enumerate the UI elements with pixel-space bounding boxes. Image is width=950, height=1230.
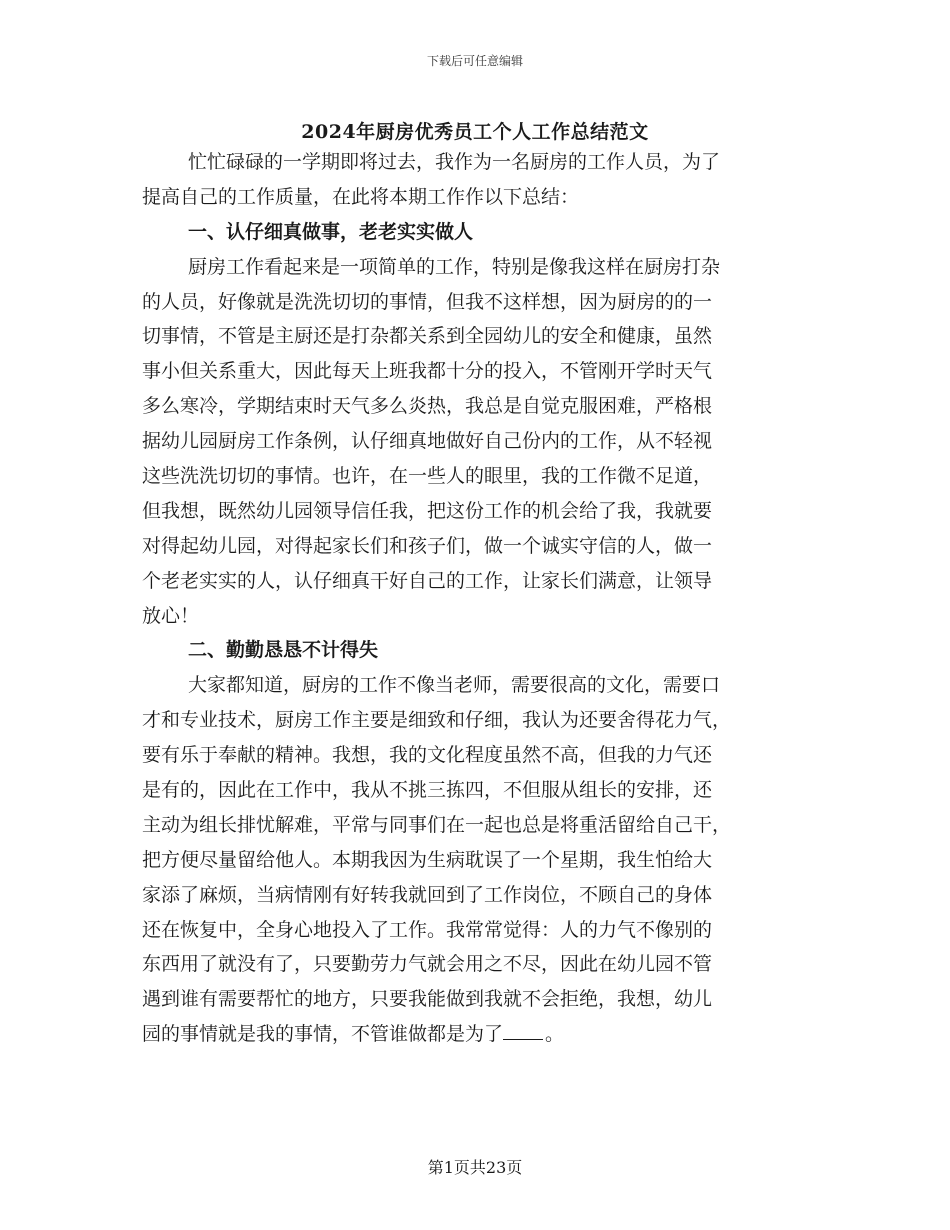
paragraph-line: 多么寒冷，学期结束时天气多么炎热，我总是自觉克服困难，严格根 bbox=[142, 395, 713, 418]
paragraph-line: 切事情，不管是主厨还是打杂都关系到全园幼儿的安全和健康，虽然 bbox=[142, 325, 713, 348]
page-number: 第1页共23页 bbox=[427, 1158, 523, 1177]
paragraph-line: 是有的，因此在工作中，我从不挑三拣四，不但服从组长的安排，还 bbox=[142, 779, 713, 802]
paragraph-line: 遇到谁有需要帮忙的地方，只要我能做到我就不会拒绝，我想，幼儿 bbox=[142, 988, 713, 1011]
paragraph-line: 个老老实实的人，认仔细真干好自己的工作，让家长们满意，让领导 bbox=[142, 569, 713, 592]
section-heading-2: 二、勤勤恳恳不计得失 bbox=[188, 639, 379, 662]
paragraph-line: 但我想，既然幼儿园领导信任我，把这份工作的机会给了我，我就要 bbox=[142, 499, 713, 522]
paragraph-line: 大家都知道，厨房的工作不像当老师，需要很高的文化，需要口 bbox=[188, 674, 721, 697]
intro-line: 提高自己的工作质量，在此将本期工作作以下总结： bbox=[142, 185, 580, 208]
paragraph-line: 的人员，好像就是洗洗切切的事情，但我不这样想，因为厨房的的一 bbox=[142, 290, 713, 313]
section-heading-1: 一、认仔细真做事，老老实实做人 bbox=[188, 220, 474, 243]
paragraph-line: 主动为组长排忧解难，平常与同事们在一起也总是将重活留给自己干， bbox=[142, 813, 732, 836]
paragraph-line: 才和专业技术，厨房工作主要是细致和仔细，我认为还要舍得花力气， bbox=[142, 709, 732, 732]
paragraph-line: 把方便尽量留给他人。本期我因为生病耽误了一个星期，我生怕给大 bbox=[142, 848, 713, 871]
paragraph-line: 事小但关系重大，因此每天上班我都十分的投入，不管刚开学时天气 bbox=[142, 360, 713, 383]
paragraph-last-line bbox=[142, 1017, 804, 1052]
fill-in-blank bbox=[503, 1020, 543, 1040]
paragraph-line: 东西用了就没有了，只要勤劳力气就会用之不尽，因此在幼儿园不管 bbox=[142, 953, 713, 976]
intro-line: 忙忙碌碌的一学期即将过去，我作为一名厨房的工作人员，为了 bbox=[188, 151, 721, 173]
paragraph-line: 还在恢复中，全身心地投入了工作。我常常觉得：人的力气不像别的 bbox=[142, 918, 713, 941]
paragraph-line: 要有乐于奉献的精神。我想，我的文化程度虽然不高，但我的力气还 bbox=[142, 744, 713, 767]
page-header: 下载后可任意编辑 bbox=[426, 54, 523, 68]
document-body bbox=[142, 145, 804, 1052]
document-title: 2024年厨房优秀员工个人工作总结范文 bbox=[301, 121, 649, 143]
paragraph-line: 对得起幼儿园，对得起家长们和孩子们，做一个诚实守信的人，做一 bbox=[142, 534, 713, 557]
paragraph-line: 这些洗洗切切的事情。也许，在一些人的眼里，我的工作微不足道， bbox=[142, 465, 713, 488]
paragraph-line: 据幼儿园厨房工作条例，认仔细真地做好自己份内的工作，从不轻视 bbox=[142, 430, 713, 453]
paragraph-line: 家添了麻烦，当病情刚有好转我就回到了工作岗位，不顾自己的身体 bbox=[142, 883, 713, 906]
paragraph-line: 放心！ bbox=[142, 604, 200, 627]
paragraph-line: 厨房工作看起来是一项简单的工作，特别是像我这样在厨房打杂 bbox=[188, 255, 721, 278]
last-line-text: 园的事情就是我的事情，不管谁做都是为了 bbox=[142, 1023, 504, 1046]
last-line-punctuation: 。 bbox=[545, 1023, 565, 1046]
